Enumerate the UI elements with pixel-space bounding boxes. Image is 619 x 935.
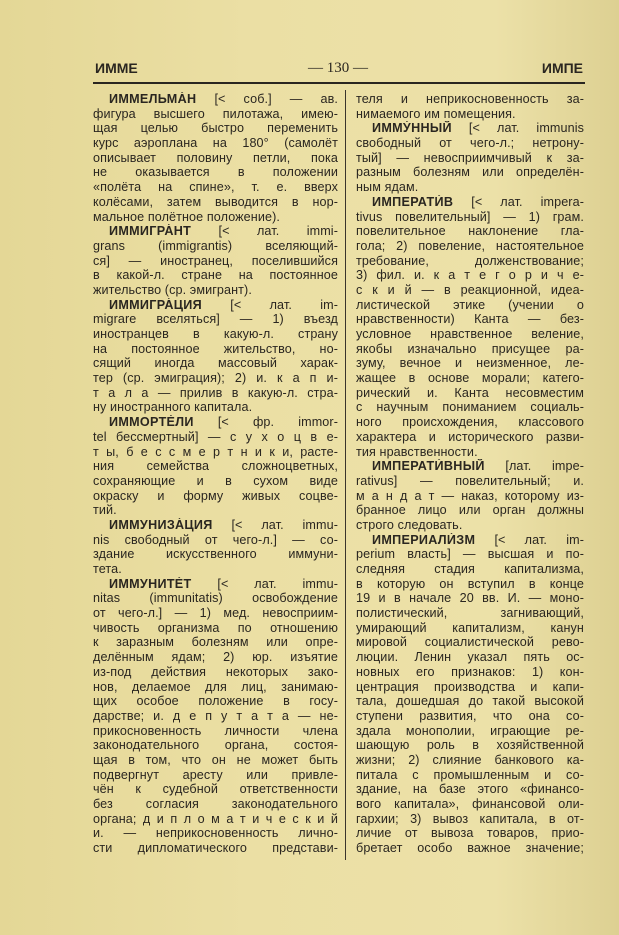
text-line bbox=[356, 327, 584, 342]
line-text: чивость организма по отношению bbox=[93, 620, 338, 635]
line-text: сти дипломатического представи- bbox=[93, 841, 338, 856]
text-line bbox=[356, 591, 584, 606]
text-line bbox=[356, 165, 584, 180]
text-line bbox=[356, 782, 584, 797]
text-line bbox=[93, 635, 338, 650]
line-text: ным ядам. bbox=[356, 180, 419, 195]
text-line bbox=[356, 92, 584, 107]
line-text: мальное полётное положение). bbox=[93, 209, 280, 224]
text-line bbox=[356, 136, 584, 151]
line-text: листической этике (учении о bbox=[356, 297, 584, 312]
line-text: бретает особо важное значение; bbox=[356, 841, 584, 856]
line-text: migrare вселяться] — 1) въезд bbox=[93, 312, 338, 327]
line-text: тала, дошедшая до такой высокой bbox=[356, 694, 584, 709]
text-line bbox=[356, 268, 584, 283]
line-text: жительство (ср. эмигрант). bbox=[93, 282, 252, 297]
text-line bbox=[93, 680, 338, 695]
line-text: питала с промышленным и со- bbox=[356, 767, 584, 782]
line-text: 19 и в начале 20 вв. И. — моно- bbox=[356, 591, 584, 606]
line-text: следняя стадия капитализма, bbox=[356, 562, 584, 576]
line-text: [< фр. immor- bbox=[193, 415, 338, 430]
line-text: здание искусственного иммуни- bbox=[93, 547, 338, 562]
line-text: требование, долженствование; bbox=[356, 253, 584, 268]
text-line bbox=[93, 650, 338, 665]
text-line bbox=[93, 312, 338, 327]
line-text: [< лат. im- bbox=[201, 297, 338, 312]
line-text: [< лат. immu- bbox=[212, 517, 338, 532]
line-text: новных его признаков: 1) кон- bbox=[356, 664, 584, 679]
line-text: 3) фил. и. к а т е г о р и ч е- bbox=[356, 268, 584, 283]
headword: ИМПЕРАТИ́ВНЫЙ bbox=[372, 459, 485, 474]
text-line bbox=[356, 415, 584, 430]
line-text: люции. Ленин указал пять ос- bbox=[356, 650, 584, 665]
text-line bbox=[93, 283, 338, 298]
line-text: tivus повелительный] — 1) грам. bbox=[356, 209, 584, 224]
text-line bbox=[93, 107, 338, 122]
text-line bbox=[356, 503, 584, 518]
header-left-guideword: ИММЕ bbox=[95, 60, 138, 76]
line-text: с научным пониманием социаль- bbox=[356, 400, 584, 415]
text-line bbox=[356, 577, 584, 592]
text-line bbox=[93, 356, 338, 371]
line-text: рический и. Канта несовместим bbox=[356, 385, 584, 400]
text-line bbox=[356, 342, 584, 357]
text-line bbox=[93, 165, 338, 180]
entry-first-line bbox=[356, 195, 584, 210]
entry-first-line bbox=[93, 224, 338, 239]
line-text: окраску и форму живых соцве- bbox=[93, 488, 338, 503]
text-line bbox=[93, 239, 338, 254]
line-text: условное нравственное веление, bbox=[356, 327, 584, 341]
line-text: чён к судебной ответственности bbox=[93, 782, 338, 797]
line-text: делённым ядам; 2) юр. изъятие bbox=[93, 650, 338, 665]
text-line bbox=[93, 768, 338, 783]
line-text: щих особое положение в госу- bbox=[93, 694, 338, 709]
text-line bbox=[356, 812, 584, 827]
text-line bbox=[356, 724, 584, 739]
line-text: полистический, загнивающий, bbox=[356, 606, 584, 621]
header-rule bbox=[93, 82, 585, 84]
text-line bbox=[93, 268, 338, 283]
line-text: законодательного органа, состоя- bbox=[93, 738, 338, 753]
headword: ИММУНИТЕ́Т bbox=[109, 576, 192, 591]
text-line bbox=[356, 606, 584, 621]
line-text: гола; 2) повеление, настоятельное bbox=[356, 238, 584, 253]
line-text: центрация производства и капи- bbox=[356, 679, 584, 694]
line-text: тета. bbox=[93, 562, 122, 576]
text-line bbox=[356, 400, 584, 415]
text-line bbox=[356, 371, 584, 386]
line-text: жащее в основе морали; катего- bbox=[356, 371, 584, 386]
line-text: жизни; 2) слияние банкового ка- bbox=[356, 752, 584, 767]
page-number: — 130 — bbox=[308, 60, 368, 76]
entry-first-line bbox=[93, 415, 338, 430]
entry-first-line bbox=[93, 92, 338, 107]
text-line bbox=[356, 547, 584, 562]
text-line bbox=[93, 151, 338, 166]
line-text: мировой социалистической рево- bbox=[356, 635, 584, 650]
line-text: ния семейства сложноцветных, bbox=[93, 459, 338, 474]
line-text: и. — неприкосновенность лично- bbox=[93, 826, 338, 841]
text-line bbox=[356, 841, 584, 856]
text-line bbox=[356, 151, 584, 166]
text-line bbox=[93, 547, 338, 562]
text-line bbox=[356, 694, 584, 709]
headword: ИМПЕРИАЛИ́ЗМ bbox=[372, 532, 476, 547]
line-text: тий. bbox=[93, 503, 117, 518]
entry-first-line bbox=[93, 518, 338, 533]
line-text: разным болезням или определён- bbox=[356, 165, 584, 180]
right-column bbox=[356, 92, 584, 856]
text-line bbox=[356, 283, 584, 298]
line-text: «полёта на спине», т. е. вверх bbox=[93, 180, 338, 195]
text-line bbox=[93, 327, 338, 342]
line-text: grans (immigrantis) вселяющий- bbox=[93, 238, 338, 253]
headword: ИММОРТЕ́ЛИ bbox=[109, 415, 194, 430]
text-line bbox=[356, 709, 584, 724]
entry-first-line bbox=[93, 577, 338, 592]
line-text: тер (ср. эмиграция); 2) и. к а п и- bbox=[93, 371, 338, 386]
text-line bbox=[356, 312, 584, 327]
text-line bbox=[93, 400, 338, 415]
line-text: [< лат. im- bbox=[475, 532, 584, 547]
text-line bbox=[93, 782, 338, 797]
line-text: не оказывается в положении bbox=[93, 165, 338, 180]
text-line bbox=[93, 195, 338, 210]
line-text: т а л а — прилив в какую-л. стра- bbox=[93, 385, 338, 400]
text-line bbox=[356, 224, 584, 239]
text-line bbox=[93, 738, 338, 753]
entry-first-line bbox=[356, 533, 584, 548]
line-text: [< лат. immi- bbox=[191, 224, 338, 239]
text-line bbox=[356, 621, 584, 636]
text-line bbox=[93, 136, 338, 151]
text-line bbox=[356, 298, 584, 313]
line-text: nitas (immunitatis) освобождение bbox=[93, 591, 338, 606]
line-text: описывает половину петли, пока bbox=[93, 150, 338, 165]
text-line bbox=[356, 753, 584, 768]
line-text: тия нравственности. bbox=[356, 444, 478, 459]
running-header bbox=[93, 60, 583, 82]
line-text: от чего-л.] — 1) мед. невосприим- bbox=[93, 606, 338, 621]
line-text: колёсами, затем выводится в нор- bbox=[93, 194, 338, 209]
header-right-guideword: ИМПЕ bbox=[541, 60, 583, 76]
line-text: тый] — невосприимчивый к за- bbox=[356, 150, 584, 165]
headword: ИМПЕРАТИ́В bbox=[372, 194, 454, 209]
line-text: ну иностранного капитала. bbox=[93, 400, 253, 415]
text-line bbox=[93, 709, 338, 724]
headword: ИММИГРА́НТ bbox=[109, 224, 192, 239]
text-line bbox=[356, 210, 584, 225]
line-text: сящий иногда массовый харак- bbox=[93, 356, 338, 371]
entry-first-line bbox=[356, 121, 584, 136]
line-text: личие от вывоза товаров, прио- bbox=[356, 826, 584, 841]
text-line bbox=[356, 768, 584, 783]
text-line bbox=[356, 797, 584, 812]
text-line bbox=[93, 606, 338, 621]
line-text: строго следовать. bbox=[356, 517, 463, 532]
line-text: щая в том, что он не может быть bbox=[93, 752, 338, 767]
line-text: с к и й — в реакционной, идеа- bbox=[356, 282, 584, 297]
text-line bbox=[356, 650, 584, 665]
entry-first-line bbox=[93, 298, 338, 313]
text-line bbox=[356, 445, 584, 460]
line-text: без согласия законодательного bbox=[93, 797, 338, 811]
text-line bbox=[93, 562, 338, 577]
line-text: ного происхождения, классового bbox=[356, 415, 584, 430]
line-text: ся] — иностранец, поселившийся bbox=[93, 253, 338, 268]
line-text: курс аэроплана на 180° (самолёт bbox=[93, 136, 338, 151]
text-line bbox=[356, 107, 584, 122]
text-line bbox=[93, 210, 338, 225]
line-text: органа; д и п л о м а т и ч е с к и й bbox=[93, 811, 338, 826]
line-text: щая целью быстро переменить bbox=[93, 121, 338, 136]
line-text: perium власть] — высшая и по- bbox=[356, 547, 584, 562]
text-line bbox=[356, 180, 584, 195]
line-text: из-под действия некоторых зако- bbox=[93, 664, 338, 679]
text-line bbox=[93, 841, 338, 856]
text-line bbox=[93, 489, 338, 504]
text-line bbox=[93, 430, 338, 445]
text-line bbox=[356, 518, 584, 533]
line-text: характера и исторического разви- bbox=[356, 429, 584, 444]
line-text: вого капитала», финансовой оли- bbox=[356, 797, 584, 811]
headword: ИММУНИЗА́ЦИЯ bbox=[109, 517, 213, 532]
text-line bbox=[356, 386, 584, 401]
line-text: зуму, вечное и неизменное, ле- bbox=[356, 356, 584, 371]
line-text: подвергнут аресту или привле- bbox=[93, 767, 338, 782]
text-line bbox=[356, 826, 584, 841]
text-line bbox=[93, 342, 338, 357]
text-line bbox=[356, 562, 584, 577]
line-text: свободный от чего-л.; нетрону- bbox=[356, 136, 584, 151]
line-text: повелительное наклонение гла- bbox=[356, 224, 584, 239]
text-line bbox=[356, 680, 584, 695]
line-text: [< соб.] — ав. bbox=[196, 92, 338, 106]
line-text: [< лат. immunis bbox=[451, 121, 584, 136]
line-text: нов, делаемое для лиц, занимаю- bbox=[93, 679, 338, 694]
line-text: прикосновенность личности члена bbox=[93, 723, 338, 738]
text-line bbox=[93, 180, 338, 195]
line-text: к заразным болезням или опре- bbox=[93, 635, 338, 650]
text-line bbox=[356, 489, 584, 504]
text-line bbox=[356, 254, 584, 269]
line-text: nis свободный от чего-л.] — со- bbox=[93, 532, 338, 547]
text-line bbox=[93, 665, 338, 680]
text-line bbox=[356, 738, 584, 753]
line-text: якобы изначально присущее ра- bbox=[356, 341, 584, 356]
line-text: [< лат. impera- bbox=[453, 194, 584, 209]
line-text: нимаемого им помещения. bbox=[356, 106, 516, 121]
text-line bbox=[93, 533, 338, 548]
line-text: теля и неприкосновенность за- bbox=[356, 92, 584, 106]
text-line bbox=[93, 724, 338, 739]
line-text: т ы, б е с с м е р т н и к и, расте- bbox=[93, 444, 338, 459]
headword: ИММЕЛЬМА́Н bbox=[109, 92, 197, 106]
line-text: умирающий капитализм, канун bbox=[356, 620, 584, 635]
line-text: нравственности) Канта — без- bbox=[356, 312, 584, 327]
line-text: шающую роль в хозяйственной bbox=[356, 738, 584, 753]
text-line bbox=[356, 430, 584, 445]
line-text: сохраняющие и в сухом виде bbox=[93, 473, 338, 488]
text-line bbox=[356, 356, 584, 371]
text-line bbox=[356, 474, 584, 489]
text-line bbox=[93, 797, 338, 812]
text-line bbox=[93, 386, 338, 401]
line-text: гархии; 3) вывоз капитала, в от- bbox=[356, 811, 584, 826]
headword: ИММИГРА́ЦИЯ bbox=[109, 297, 202, 312]
line-text: ступени развития, что она со- bbox=[356, 708, 584, 723]
line-text: rativus] — повелительный; и. bbox=[356, 473, 584, 488]
line-text: здала монополии, играющие ре- bbox=[356, 723, 584, 738]
column-divider bbox=[345, 90, 346, 860]
line-text: фигура высшего пилотажа, имею- bbox=[93, 106, 338, 121]
text-line bbox=[93, 474, 338, 489]
line-text: дарстве; и. д е п у т а т а — не- bbox=[93, 708, 338, 723]
text-line bbox=[356, 239, 584, 254]
text-line bbox=[93, 371, 338, 386]
text-line bbox=[93, 445, 338, 460]
headword: ИММУ́ННЫЙ bbox=[372, 121, 452, 136]
text-line bbox=[93, 753, 338, 768]
line-text: бранное лицо или орган должны bbox=[356, 503, 584, 518]
line-text: [лат. impe- bbox=[484, 459, 584, 474]
text-line bbox=[356, 665, 584, 680]
line-text: здание, на базе этого «финансо- bbox=[356, 782, 584, 797]
line-text: на постоянное жительство, но- bbox=[93, 341, 338, 356]
line-text: в какой-л. стране на постоянное bbox=[93, 268, 338, 283]
text-line bbox=[356, 635, 584, 650]
line-text: tel бессмертный] — с у х о ц в е- bbox=[93, 429, 338, 444]
text-line bbox=[93, 503, 338, 518]
text-line bbox=[93, 812, 338, 827]
left-column bbox=[93, 92, 338, 856]
text-line bbox=[93, 621, 338, 636]
line-text: в которую он вступил в конце bbox=[356, 576, 584, 591]
entry-first-line bbox=[356, 459, 584, 474]
text-line bbox=[93, 591, 338, 606]
text-line bbox=[93, 694, 338, 709]
line-text: [< лат. immu- bbox=[191, 576, 338, 591]
text-line bbox=[93, 826, 338, 841]
text-line bbox=[93, 459, 338, 474]
line-text: иностранцев в какую-л. страну bbox=[93, 327, 338, 341]
text-line bbox=[93, 254, 338, 269]
text-line bbox=[93, 121, 338, 136]
line-text: м а н д а т — наказ, которому из- bbox=[356, 488, 584, 503]
